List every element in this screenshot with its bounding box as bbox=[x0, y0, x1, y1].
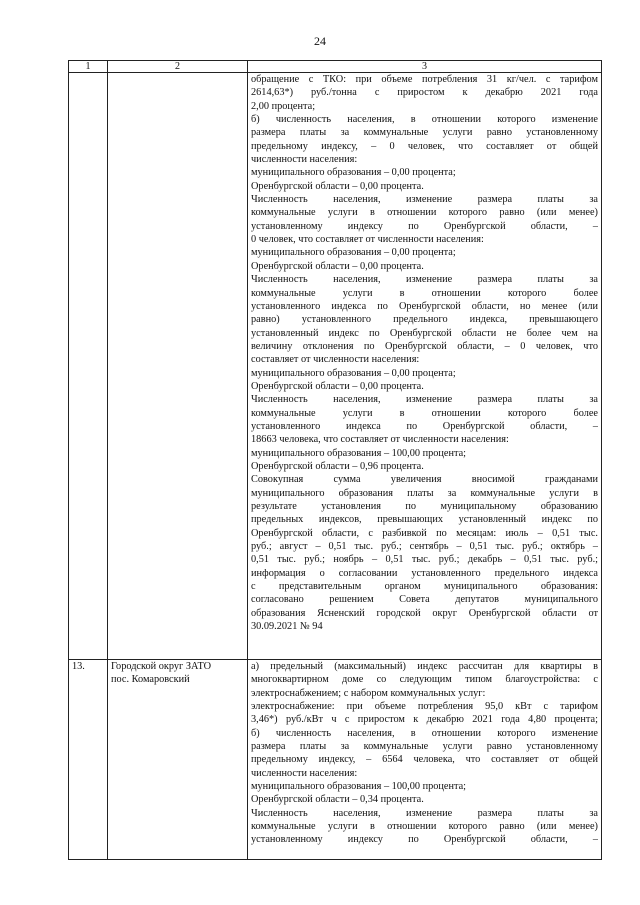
text-line: предельному индексу, – 6564 человека, что составляет от общей bbox=[251, 754, 598, 766]
text-line: обращение с ТКО: при объеме потребления 31 кг/чел. с тарифом bbox=[251, 74, 598, 85]
text-line: размера платы за коммунальные услуги равно установленному bbox=[251, 741, 598, 753]
text-line: составляет от численности населения: bbox=[251, 354, 420, 366]
text-line: установленного индекса по Оренбургской области, – bbox=[251, 420, 598, 432]
text-line: информация о согласовании установленного предельного индекса bbox=[251, 567, 598, 579]
text-line: руб.; август – 0,51 тыс. руб.; сентябрь – 0,51 тыс. руб.; октябрь – bbox=[251, 541, 598, 553]
name-line: пос. Комаровский bbox=[111, 674, 190, 685]
text-line: а) предельный (максимальный) индекс рассчитан для квартиры в bbox=[251, 661, 598, 672]
text-line: установленному индексу по Оренбургской области, – bbox=[251, 834, 598, 846]
municipality-name-cell bbox=[108, 660, 248, 860]
text-line: муниципального образования – 0,00 процента; bbox=[251, 247, 456, 259]
text-line: установленному индексу по Оренбургской области, – bbox=[251, 220, 598, 232]
text-line: Оренбургской области – 0,96 процента. bbox=[251, 460, 424, 472]
text-line: коммунальные услуги в отношении которого более bbox=[251, 287, 598, 299]
text-line: равно) установленного предельного индекса, превышающего bbox=[251, 314, 598, 326]
text-line: результате установления по муниципальному образованию bbox=[251, 501, 598, 512]
text-line: 0,51 тыс. руб.; ноябрь – 0,51 тыс. руб.; декабрь – 0,51 тыс. руб.; bbox=[251, 554, 598, 566]
table-row-continuation bbox=[69, 73, 602, 660]
text-line: электроснабжением; с набором коммунальных услуг: bbox=[251, 687, 486, 699]
text-line: Совокупная сумма увеличения вносимой гражданами bbox=[251, 474, 598, 486]
text-line: 2614,63*) руб./тонна с приростом к декабрю 2021 года bbox=[251, 87, 598, 99]
text-line: с представительным органом муниципального образования: bbox=[251, 581, 598, 593]
text-line: 30.09.2021 № 94 bbox=[251, 621, 323, 633]
row-number-cell: 13. bbox=[69, 660, 108, 860]
text-line: образования Ясненский городской округ Оренбургской области от bbox=[251, 607, 598, 619]
text-line: 2,00 процента; bbox=[251, 100, 316, 112]
row-number-cell bbox=[69, 73, 108, 660]
text-line: Оренбургской области – 0,00 процента. bbox=[251, 260, 424, 272]
text-line: установленный индекс по Оренбургской области не более чем на bbox=[251, 327, 598, 339]
text-line: Оренбургской области – 0,00 процента. bbox=[251, 380, 424, 392]
text-line: Оренбургской области – 0,00 процента. bbox=[251, 180, 424, 192]
text-line: Численность населения, изменение размера платы за bbox=[251, 807, 598, 819]
column-header-1: 1 bbox=[69, 61, 108, 73]
text-line: Численность населения, изменение размера платы за bbox=[251, 194, 598, 206]
text-line: установленного индекса по Оренбургской области, но менее (или bbox=[251, 300, 598, 312]
text-line: муниципального образования – 0,00 процента; bbox=[251, 367, 456, 379]
column-header-3: 3 bbox=[248, 61, 602, 73]
text-line: Оренбургской области, с разбивкой по месяцам: июль – 0,51 тыс. bbox=[251, 527, 598, 539]
text-line: Оренбургской области – 0,34 процента. bbox=[251, 794, 424, 806]
text-line: муниципального образования платы за коммунальные услуги в bbox=[251, 487, 598, 499]
text-line: численности населения: bbox=[251, 767, 358, 779]
text-line: согласовано решением Совета депутатов муниципального bbox=[251, 594, 598, 606]
text-line: 18663 человека, что составляет от численности населения: bbox=[251, 434, 509, 446]
text-line: величину отклонения по Оренбургской области, – 0 человек, что bbox=[251, 340, 598, 352]
text-line: б) численность населения, в отношении которого изменение bbox=[251, 114, 598, 126]
text-line: б) численность населения, в отношении которого изменение bbox=[251, 727, 598, 739]
text-line: муниципального образования – 100,00 процента; bbox=[251, 447, 467, 459]
document-table bbox=[68, 60, 602, 860]
table-header-row bbox=[69, 61, 602, 73]
text-line: муниципального образования – 100,00 процента; bbox=[251, 781, 467, 793]
text-line: Численность населения, изменение размера платы за bbox=[251, 274, 598, 286]
text-line: предельному индексу, – 0 человек, что составляет от общей bbox=[251, 140, 598, 152]
table-row-13 bbox=[69, 660, 602, 860]
text-line: Численность населения, изменение размера платы за bbox=[251, 394, 598, 406]
text-line: 3,46*) руб./кВт ч с приростом к декабрю 2021 года 4,80 процента; bbox=[251, 714, 598, 726]
name-line: Городской округ ЗАТО bbox=[111, 661, 212, 672]
municipality-name-cell bbox=[108, 73, 248, 660]
text-line: коммунальные услуги в отношении которого более bbox=[251, 407, 598, 419]
text-line: многоквартирном доме со следующим типом благоустройства: с bbox=[251, 674, 598, 686]
description-cell bbox=[248, 73, 602, 660]
description-cell bbox=[248, 660, 602, 860]
text-line: коммунальные услуги в отношении которого равно (или менее) bbox=[251, 821, 598, 833]
text-line: 0 человек, что составляет от численности населения: bbox=[251, 234, 484, 246]
text-line: численности населения: bbox=[251, 154, 358, 166]
column-header-2: 2 bbox=[108, 61, 248, 73]
text-line: размера платы за коммунальные услуги равно установленному bbox=[251, 127, 598, 139]
text-line: муниципального образования – 0,00 процента; bbox=[251, 167, 456, 179]
page-number: 24 bbox=[314, 34, 326, 48]
text-line: коммунальные услуги в отношении которого равно (или менее) bbox=[251, 207, 598, 219]
text-line: предельных индексов, превышающих установленный индекс по bbox=[251, 514, 598, 526]
text-line: электроснабжение: при объеме потребления 95,0 кВт с тарифом bbox=[251, 701, 598, 713]
